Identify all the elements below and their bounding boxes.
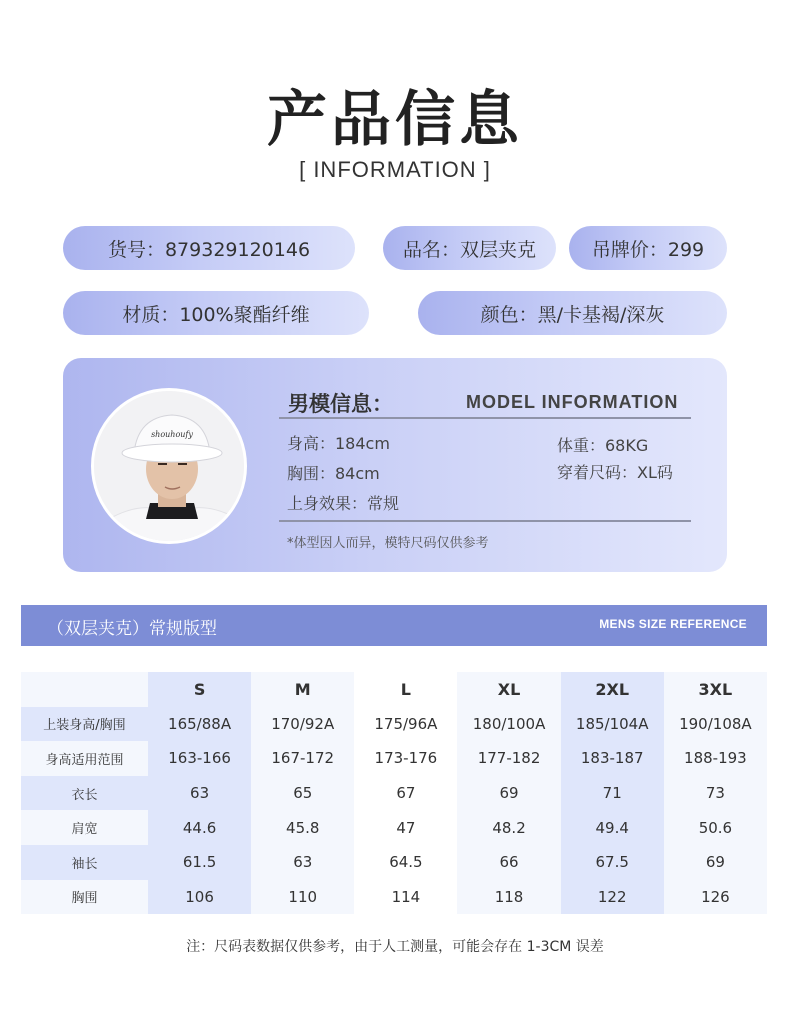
table-row	[21, 741, 767, 776]
table-cell: 67	[354, 776, 457, 811]
colors-pill	[418, 291, 727, 335]
table-cell: 126	[664, 880, 767, 915]
table-cell: 106	[148, 880, 251, 915]
row-label: 上装身高/胸围	[21, 707, 148, 742]
hat-lettering: shouhoufy	[151, 430, 193, 439]
row-label: 袖长	[21, 845, 148, 880]
table-cell: 61.5	[148, 845, 251, 880]
size-header: XL	[457, 672, 560, 707]
table-cell: 63	[251, 845, 354, 880]
row-label: 衣长	[21, 776, 148, 811]
table-row	[21, 810, 767, 845]
table-cell: 48.2	[457, 810, 560, 845]
table-cell: 63	[148, 776, 251, 811]
table-cell: 188-193	[664, 741, 767, 776]
size-table	[21, 672, 767, 914]
header-corner	[21, 672, 148, 707]
product-name-text: 品名：双层夹克	[402, 238, 536, 261]
table-cell: 185/104A	[561, 707, 664, 742]
table-cell: 183-187	[561, 741, 664, 776]
material-text: 材质：100%聚酯纤维	[122, 303, 310, 326]
table-cell: 165/88A	[148, 707, 251, 742]
model-divider-bottom	[279, 520, 691, 522]
size-banner-title: （双层夹克）常规版型	[47, 619, 217, 639]
item-number-pill	[63, 226, 355, 270]
product-name-pill	[383, 226, 556, 270]
table-row	[21, 845, 767, 880]
table-cell: 47	[354, 810, 457, 845]
model-heading-en: MODEL INFORMATION	[466, 392, 679, 412]
size-footnote: 注：尺码表数据仅供参考，由于人工测量，可能会存在 1-3CM 误差	[186, 939, 604, 955]
size-table-header	[21, 672, 767, 707]
model-info-card	[63, 358, 727, 572]
size-header: S	[148, 672, 251, 707]
size-header: M	[251, 672, 354, 707]
table-cell: 180/100A	[457, 707, 560, 742]
size-header: L	[354, 672, 457, 707]
table-cell: 44.6	[148, 810, 251, 845]
model-chest: 胸围：84cm	[287, 464, 380, 483]
tag-price-text: 吊牌价：299	[591, 238, 705, 261]
model-height: 身高：184cm	[287, 434, 390, 453]
item-number-text: 货号：879329120146	[107, 238, 311, 261]
model-avatar	[91, 388, 247, 544]
model-effect: 上身效果：常规	[287, 494, 400, 513]
table-cell: 65	[251, 776, 354, 811]
table-row	[21, 707, 767, 742]
model-heading-cn: 男模信息：	[288, 392, 393, 416]
table-row	[21, 776, 767, 811]
model-note: *体型因人而异，模特尺码仅供参考	[287, 536, 489, 551]
table-row	[21, 880, 767, 915]
table-cell: 173-176	[354, 741, 457, 776]
size-header: 2XL	[561, 672, 664, 707]
size-chart-banner	[21, 605, 767, 646]
model-size-worn: 穿着尺码：XL码	[557, 463, 673, 482]
table-cell: 66	[457, 845, 560, 880]
colors-text: 颜色：黑/卡基褐/深灰	[480, 303, 665, 326]
table-cell: 118	[457, 880, 560, 915]
table-cell: 71	[561, 776, 664, 811]
table-cell: 163-166	[148, 741, 251, 776]
model-photo-icon	[94, 391, 247, 544]
model-divider-top	[279, 417, 691, 419]
table-cell: 69	[457, 776, 560, 811]
table-cell: 69	[664, 845, 767, 880]
table-cell: 64.5	[354, 845, 457, 880]
page-title: 产品信息	[267, 85, 523, 155]
row-label: 身高适用范围	[21, 741, 148, 776]
material-pill	[63, 291, 369, 335]
table-cell: 170/92A	[251, 707, 354, 742]
table-cell: 167-172	[251, 741, 354, 776]
table-cell: 67.5	[561, 845, 664, 880]
table-cell: 114	[354, 880, 457, 915]
table-cell: 110	[251, 880, 354, 915]
size-banner-subtitle: MENS SIZE REFERENCE	[599, 617, 747, 631]
table-cell: 73	[664, 776, 767, 811]
row-label: 胸围	[21, 880, 148, 915]
table-cell: 50.6	[664, 810, 767, 845]
table-cell: 175/96A	[354, 707, 457, 742]
table-cell: 49.4	[561, 810, 664, 845]
model-weight: 体重：68KG	[557, 436, 649, 455]
row-label: 肩宽	[21, 810, 148, 845]
tag-price-pill	[569, 226, 727, 270]
table-cell: 45.8	[251, 810, 354, 845]
table-cell: 122	[561, 880, 664, 915]
page-subtitle: [ INFORMATION ]	[299, 157, 491, 182]
size-header: 3XL	[664, 672, 767, 707]
table-cell: 190/108A	[664, 707, 767, 742]
table-cell: 177-182	[457, 741, 560, 776]
